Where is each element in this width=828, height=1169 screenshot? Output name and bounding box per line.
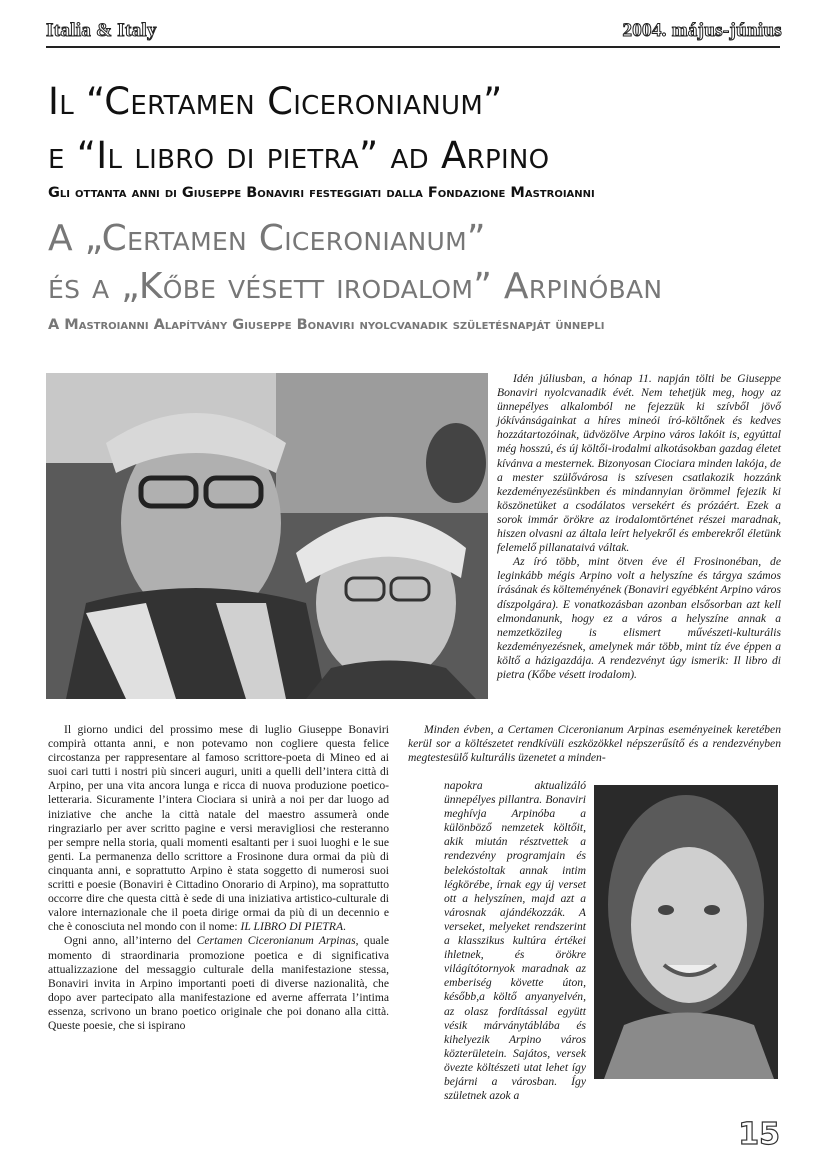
photo-poet-with-boy: [46, 373, 488, 699]
hu-text-narrow: [444, 779, 586, 1103]
photo-poet-with-boy-drawing: [46, 373, 488, 699]
it-paragraph-2-start: Ogni anno, all’interno del: [64, 934, 197, 948]
title-it-line2: e “Il libro di pietra” ad Arpino: [48, 134, 550, 177]
hu-paragraph-3-start: Minden évben, a Certamen Ciceronianum Arpinas eseményeinek keretében kerül sor a költészetet rendkívüli eszközökkel népszerűsítő és a rendezvényben megtestesülő kulturális üzenetet a minden-: [408, 723, 781, 765]
subtitle-it: Gli ottanta anni di Giuseppe Bonaviri festeggiati dalla Fondazione Mastroianni: [48, 185, 595, 201]
running-header-date: 2004. május-június: [622, 20, 782, 41]
hu-paragraph-1: Idén júliusban, a hónap 11. napján tölti be Giuseppe Bonaviri nyolcvanadik évét. Nem tehetjük meg, hogy az ünnepélyes alkalomból ne fejezzük ki szívből jövő jókívánságainkat a híres mineói író-költőnek és kedves hozzátartozóinak, üdvözölve Arpino város lakóit is, egyúttal még hosszú, és új költői-irodalmi alkotásokban gazdag életet kívánva a mesternek. Bizonyosan Ciociara minden lakója, de a mester szülővárosa is szívesen csatlakozik hozzánk kezdeményezésünkben és mindannyian örömmel fejezik ki köszönetüket a csodálatos versekért és prózáért. Ezek a sorok immár örökre az irodalomtörténet részei maradnak, hiszen olvasni az általa leírt helyekről és emberekről életünk felemelő pillanataivá váltak.: [497, 372, 781, 555]
page-number: 15: [738, 1117, 780, 1152]
title-it-line1: Il “Certamen Ciceronianum”: [48, 80, 503, 123]
it-paragraph-1-text: Il giorno undici del prossimo mese di luglio Giuseppe Bonaviri compirà ottanta anni, e non potevamo non cogliere questa felice circostanza per rappresentare al famoso scrittore-poeta di Mineo ed ai suoi cari tutti i nostri più sinceri auguri, uniti a quelli dell’intera città di Arpino, per una vita ancora lunga e ricca di nuova produzione poetico-letteraria. Sicuramente l’intera Ciociara si unirà a noi per dar luogo ad iniziative che anche la città natale del maestro assumerà onde ringraziarlo per aver scritto pagine e versi meravigliosi che resteranno per sempre nella storia, quali momenti esaltanti per i suoi luoghi e le sue genti. La permanenza dello scrittore a Frosinone dura ormai da più di cinquanta anni, e soprattutto Arpino è stata soggetto di numerosi suoi scritti e poesie (Bonaviri è Cittadino Onorario di Arpino), ma soprattutto occorre dire che questa città è sede di una iniziativa artistico-culturale di valore internazionale che il poeta dirige ormai da più di un decennio e che è conosciuta nel mondo con il nome:: [48, 723, 389, 934]
title-hu-line2: és a „Kőbe vésett irodalom” Arpinóban: [48, 266, 663, 307]
hu-text-wide: [408, 723, 781, 765]
it-certamen-name: Certamen Ciceronianum Arpinas: [196, 934, 356, 948]
running-header-left: Italia & Italy: [46, 20, 157, 41]
it-paragraph-2: [48, 934, 389, 1033]
it-paragraph-1: [48, 723, 389, 934]
photo-young-woman-drawing: [594, 785, 778, 1079]
title-hu-line1: A „Certamen Ciceronianum”: [48, 218, 486, 259]
it-paragraph-2-rest: , quale momento di straordinaria promozione poetica e di significativa attualizzazione del messaggio culturale della manifestazione stessa, Bonaviri invita in Arpino importanti poeti di diverse nazionalità, che dopo aver partecipato alla manifestazione ed averne afferrata l’intima essenza, scrivono un brano poetico originale che poi donano alla città. Queste poesie, che si ispirano: [48, 934, 390, 1032]
hu-text-column-top: [497, 372, 781, 682]
it-paragraph-1-end: .: [343, 920, 346, 934]
it-text-column: [48, 723, 389, 1033]
it-libro-di-pietra: IL LIBRO DI PIETRA: [240, 920, 344, 934]
hu-paragraph-3-cont: napokra aktualizáló ünnepélyes pillantra. Bonaviri meghívja Arpinóba a különböző nemzetek költőit, akik miután résztvettek a rendezvény programjain és belekóstoltak annak intim légkörébe, írnak egy új verset ott a helyszínen, majd azt a városnak ajándékozzák. A verseket, melyeket rendszerint a klasszikus kultúra értékei ihletnek, és örökre világítótornyok maradnak az emberiség követte úton, később,a költő anyanyelvén, az olasz fordítással együtt vésik márványtáblába és kihelyezik Arpino város közterületein. Sajátos, versek övezte költészeti utat lehet így bejárni a városban. Így születnek azok a: [444, 779, 586, 1103]
header-rule: [46, 46, 780, 48]
subtitle-hu: A Mastroianni Alapítvány Giuseppe Bonaviri nyolcvanadik születésnapját ünnepli: [48, 317, 605, 333]
photo-young-woman: [594, 785, 778, 1079]
hu-paragraph-2: Az író több, mint ötven éve él Frosinonéban, de leginkább mégis Arpino volt a helyszíne és tárgya számos írásának és költeményének (Bonaviri egyébként Arpino város díszpolgára). E vonatkozásban azonban elsősorban azt kell elmondanunk, hogy ez a város a helyszíne annak a nemzetközileg is elismert művészeti-kulturális kezdeményezésnek, amelynek már több, mint tíz éve éppen a költő a házigazdája. A rendezvényt úgy ismerik: Il libro di pietra (Kőbe vésett irodalom).: [497, 555, 781, 681]
